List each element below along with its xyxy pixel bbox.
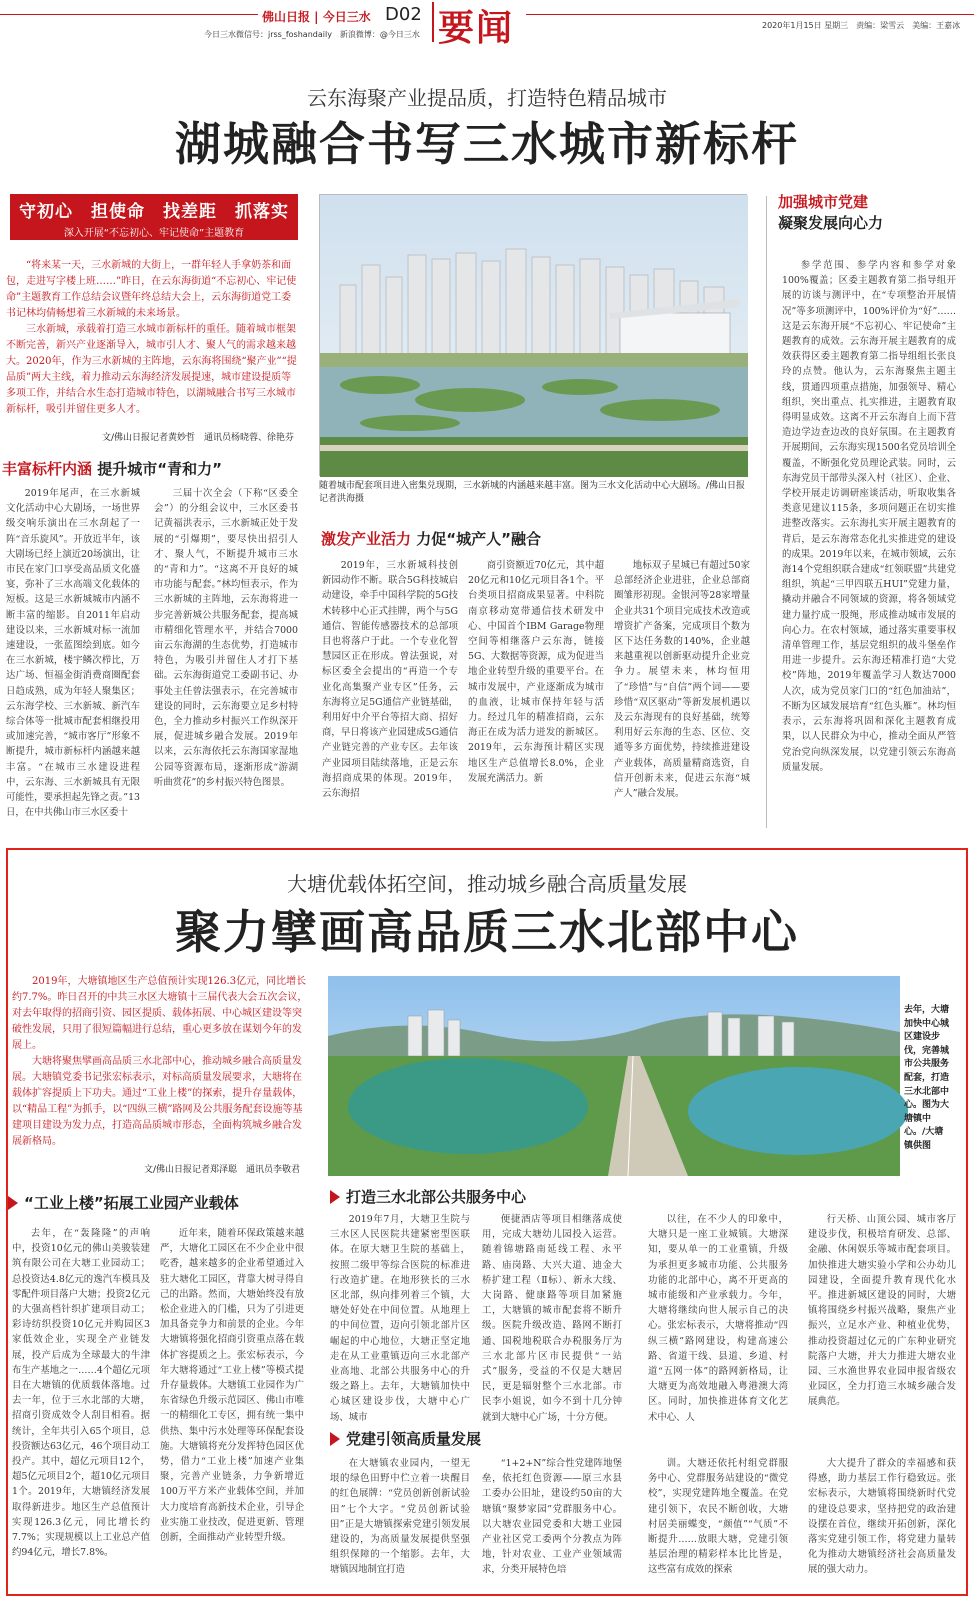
section-title: 要闻 <box>438 8 515 49</box>
newspaper-logo: 佛山日报 | 今日三水 <box>262 10 371 24</box>
body-text: 近年来，随着环保政策越来越严，大塘化工园区在不少企业中很吃香，越来越多的企业希望通过入驻大塘化工园区，背靠大树寻得自己的出路。然而，大塘始终没有放松企业进入的门槛，只为了引进更加具备竞争力和前景的企业。今年大塘镇将强化招商引资重点落在载体扩容提质之上。张宏标表示，今年大塘将通过“工业上楼”等模式提升存量载体。大塘镇工业园作为广东省绿色升级示范园区、佛山市唯一的精细化工专区，拥有统一集中供热、集中污水处理等环保配套设施。大塘镇将充分发挥特色园区优势，借力“工业上楼”加速产业集聚，完善产业链条，力争新增近100万平方米产业载体空间，并加大力度培育高新技术企业，引导企业实施工业技改，促进更新、管理创新，全面推动产业转型升级。 <box>160 1228 304 1544</box>
lead-paragraph: 大塘将聚焦擘画高品质三水北部中心，推动城乡融合高质量发展。大塘镇党委书记张宏标表示，对标高质量发展要求，大塘将在载体扩容提质上下功夫。通过“工业上楼”的探索，提升存量载体，以“精品工程”为抓手，以“四纵三横”路网及公共服务配套设施等基建项目建设为发力点，打造高品质城市形态，全面构筑城乡融合发展新格局。 <box>12 1056 303 1147</box>
heading-text: 提升城市“青和力” <box>97 460 222 478</box>
header-rule-left <box>0 14 258 15</box>
text-column <box>322 558 458 832</box>
body-text: 三届十次全会（下称“区委全会”）的分组会议中，三水区委书记黄福洪表示，三水新城正处于发展的“引爆期”，要尽快出招引人才、聚人气，不断提升城市三水的“青和力”。“这离不开良好的城市功能与配套。”林均恒表示，作为三水新城的主阵地，云东海将进一步完善新城公共服务配套，提高城市精细化管理水平，并结合7000亩云东海湖的生态优势，打造城市特色，为吸引并留住人才打下基础。云东海街道党工委副书记、办事处主任曾法强表示，在完善城市建设的同时，云东海要立足乡村特色，全力推动乡村振兴工作纵深开展，促进城乡融合发展。2019年以来，云东海依托云东海国家湿地公园等资源布局，逐渐形成“游湖听曲赏花”的乡村振兴特色图景。 <box>154 488 298 788</box>
body-text: 地标双子星城已有超过50家总部经济企业进驻，企业总部商圈雏形初现。金银河等28家增量企业共31个项目完成技术改造或增资扩产备案，完成项目个数为区下达任务数的140%，企业越来越重视以创新驱动提升企业竞争力。展望未来，林均恒用了“珍惜”与“自信”两个词——要珍惜“双区驱动”等新发展机遇以及云东海现有的良好基础，统筹利用好云东海的生态、区位、交通等多方面优势，持续推进建设产业载体，高质量精商选资，自信开创新未来，促进云东海“城产人”融合发展。 <box>614 560 750 800</box>
banner-slogan: 守初心 担使命 找差距 抓落实 <box>19 202 289 222</box>
body-text: 参学范围、参学内容和参学对象100%覆盖；区委主题教育第二指导组开展的访谈与测评中，在“专项整治开展情况”等多项测评中，100%评价为“好”……这是云东海开展“不忘初心、牢记使命”主题教育的成效。云东海开展主题教育的成效获得区委主题教育第二指导组组长张良玲的点赞。他认为，云东海聚焦主题主线，贯通四项重点措施，加强领导、精心组织，突出重点、扎实推进，主题教育取得明显成效。这离不开云东海自上而下营造边学边查边改的良好氛围。在主题教育开展期间，云东海实现1500名党员培训全覆盖，不断强化党员理论武装。同时，云东海党员干部带头深入村（社区）、企业、学校开展走访调研座谈活动，听取收集各类意见建议115条，多项问题正在切实推进整改落实。云东海扎实开展主题教育的背后，是云东海常态化扎实推进党的建设的成果。2019年以来，在城市领域，云东海14个党组织联合建成“红领联盟”共建党组织，筑起“三甲四联五HUI”党建力量，撬动并融合不同领域的资源，将各领域党建力量拧成一股绳，形成推动城市发展的向心力。在农村领域，通过落实重要事权清单管理工作，基层党组织的战斗堡垒作用进一步提升。云东海还精准打造“大党校”阵地，2019年覆盖学习人数达7000人次，成为党员家门口的“红色加油站”，不断为区域发展培育“红色头雁”。林均恒表示，云东海将巩固和深化主题教育成果，以人民群众为中心，推动全面从严管党治党向纵深发展，以党建引领云东海高质量发展。 <box>782 260 956 773</box>
heading-text: “工业上楼”拓展工业园产业载体 <box>24 1194 239 1212</box>
article2-subtitle: 大塘优载体拓空间，推动城乡融合高质量发展 <box>287 872 687 896</box>
header-rule-right <box>526 14 974 15</box>
text-column <box>782 258 956 832</box>
body-text: 训。大塘还依托村组党群服务中心、党群服务站建设的“微党校”，实现党建阵地全覆盖。在党建引领下，农民不断创收，大塘村居美丽蝶变，“颜值”“气质”不断提升……放眼大塘，党建引领基层治理的精彩样本比比皆是，这些富有成效的探索 <box>648 1458 788 1576</box>
photo-city-skyline <box>319 194 747 476</box>
body-text: 2019年，三水新城科技创新园动作不断。联合5G科技城启动建设，牵手中国科学院的5G技术转移中心正式挂牌，两个与5G通信、智能传感器技术的总部项目也将落户于此。一个专业化智慧园区正在形成。曾法强说，对标区委全会提出的“再造一个专业化高集聚产业专区”任务，云东海将立足5G通信产业链基础，利用好中介平台等招大商、招好商，早日将该产业园建成5G通信产业链完善的产业专区。去年该产业园项目陆续落地，正是云东海招商成果的体现。2019年，云东海招 <box>322 560 458 800</box>
lead-paragraph: 2019年，大塘镇地区生产总值预计实现126.3亿元，同比增长约7.7%。昨日召开的中共三水区大塘镇十三届代表大会五次会议，对去年取得的招商引资、园区提质、载体拓展、中心城区建设等突破性发展，只用了很短篇幅进行总结，重心更多放在谋划今年的发展上。 <box>12 976 308 1051</box>
heading-text: 力促“城产人”融合 <box>416 530 541 548</box>
column-rule <box>766 196 767 828</box>
photo-caption: 随着城市配套项目进入密集兑现期，三水新城的内涵越来越丰富。图为三水文化活动中心大剧场。/佛山日报记者洪海摄 <box>319 481 746 504</box>
body-text: 去年，在“轰隆隆”的声响中，投资10亿元的佛山美骏装建筑有限公司在大塘工业园动工；总投资达4.8亿元的逸汽车模具及零配件项目落户大塘；投资2亿元的大强高档针织扩建项目动工；彩诗纺织投资10亿元并购园区3家低效企业，实现全产业链发展，投产后成为全球最大的牛津布生产基地之一……4个超亿元项目在大塘镇的优质载体落地。过去一年，位于三水北部的大塘，招商引资成效令人刮目相看。据统计，全年共引入65个项目，总投资额达63亿元，46个项目动工投产。其中，超亿元项目12个，超5亿元项目2个，超10亿元项目1个。2019年，大塘镇经济发展取得新进步。地区生产总值预计实现126.3亿元，同比增长约7.7%；实现规模以上工业总产值约94亿元，增长7.8%。 <box>12 1228 150 1559</box>
heading-text: 党建引领高质量发展 <box>346 1430 482 1448</box>
body-text: “1+2+N”综合性党建阵地堡垒，依托红色资源——原三水县工委办公旧址，建设约50亩的大塘镇“聚梦家园”党群服务中心。以大塘农业园党委和大塘工业园产业社区党工委两个分教点为阵地，针对农业、工业产业领域需求，分类开展特色培 <box>482 1458 622 1576</box>
text-column <box>330 1212 470 1423</box>
body-text: 大大提升了群众的幸福感和获得感，助力基层工作行稳致远。张宏标表示，大塘镇将围绕新时代党的建设总要求，坚持把党的政治建设摆在首位，继续开拓创新，深化落实党建引领工作，将党建力量转化为推动大塘镇经济社会高质量发展的强大动力。 <box>808 1458 956 1576</box>
section-heading <box>8 1192 239 1213</box>
text-column <box>154 486 298 832</box>
banner-subline: 深入开展“不忘初心、牢记使命”主题教育 <box>63 228 245 239</box>
body-text: 便捷酒店等项目相继落成使用，完成大塘幼儿园投入运营。随着锦塘路南延线工程、永平路、庙岗路、大兴大道、迪金大桥扩建工程（Ⅱ标）、新永大线、大岗路、健康路等项目加紧施工，大塘镇的城市配套将不断升级。医院升级改造、路网不断打通、国税地税联合办税服务厅为三水北部片区市民提供“一站式”服务，受益的不仅是大塘居民，更是辐射整个三水北部。市民李小姐说，如今不到十几分钟就到大塘中心广场，十分方便。 <box>482 1214 622 1423</box>
sidebar-heading: 加强城市党建 <box>778 193 869 211</box>
triangle-bullet-icon <box>330 1190 340 1204</box>
skyline-illustration <box>320 195 748 477</box>
header-divider <box>432 2 434 42</box>
body-text: 2019年尾声，在三水新城文化活动中心大剧场，一场世界级交响乐演出在三水刮起了一阵“音乐旋风”。开放近半年，该大剧场已经上演近20场演出，让市民在家门口享受高品质文化盛宴，弥补了三水高端文化载体的短板。这是三水新城城市内涵不断丰富的缩影。自2011年启动建设以来，三水新城对标一流加速建设，一张蓝图绘到底。如今在三水新城，楼宇鳞次栉比，万达广场、恒福金街消费商圈配套日趋成熟，成为年轻人聚集区；云东海学校、三水新城、新汽车综合体等一批城市配套相继投用或加速完善，“城市客厅”形象不断提升，城市新标杆内涵越来越丰富。“在城市三水建设进程中，云东海、三水新城具有无限可能性，要承担起先锋之责。”13日，在中共佛山市三水区委十 <box>6 488 140 819</box>
article2-title: 聚力擘画高品质三水北部中心 <box>175 905 799 959</box>
article2-byline: 文/佛山日报记者郑泽聪 通讯员李敬君 <box>143 1165 300 1175</box>
photo-caption: 去年，大塘加快中心城区建设步伐，完善城市公共服务配套，打造三水北部中心。图为大塘镇中心。/大塘镇供图 <box>904 1005 950 1151</box>
heading-keyword: 丰富标杆内涵 <box>2 460 93 478</box>
sidebar-subheading: 凝聚发展向心力 <box>778 214 884 232</box>
text-column <box>12 1226 150 1590</box>
section-heading <box>321 528 541 549</box>
lead-paragraph: 三水新城，承载着打造三水城市新标杆的重任。随着城市框架不断完善，新兴产业逐渐导入，城市引人才、聚人气的需求越来越大。2020年，作为三水新城的主阵地，云东海将围绕“聚产业”“提品质”两大主线，着力推动云东海经济发展提速，城市建设提质等多项工作，并结合水生态打造城市特色，以湖城融合书写三水城市新标杆，吸引并留住更多人才。 <box>6 324 297 415</box>
text-column <box>482 1456 622 1590</box>
body-text: 商引资额近70亿元，其中超20亿元和10亿元项目各1个。平台类项目招商成果显著。中科院南京移动宽带通信技术研发中心、中国首个IBM Garage物理空间等相继落户云东海，链接5G、大数据等资源，成为促进当地企业转型升级的重要平台。在城市发展中，产业逐渐成为城市的血液，让城市保持年轻与活力。经过几年的精准招商，云东海正在成为活力迸发的新城区。2019年，云东海预计精区实现地区生产总值增长8.0%，企业发展充满活力。新 <box>468 560 604 784</box>
body-text: 在大塘镇农业园内，一望无垠的绿色田野中伫立着一块醒目的红色展牌：“党员创新创新试验田”七个大字。“党员创新试验田”正是大塘镇探索党建引领发展建设的，为高质量发展提供坚强组织保障的一个缩影。去年，大塘镇因地制宜打造 <box>330 1458 470 1576</box>
text-column <box>6 486 140 832</box>
section-heading <box>330 1186 526 1207</box>
lead-paragraph: “将来某一天，三水新城的大街上，一群年轻人手拿奶茶和面包，走进写字楼上班……”昨日，在云东海街道“不忘初心、牢记使命”主题教育工作总结会议暨年终总结大会上，云东海街道党工委书记林均倩畅想着三水新城的未来场景。 <box>6 260 297 319</box>
heading-text: 打造三水北部公共服务中心 <box>346 1188 527 1206</box>
photo-town-center <box>328 976 900 1176</box>
text-column <box>648 1212 788 1423</box>
body-text: 2019年7月，大塘卫生院与三水区人民医院共建紧密型医联体。在原大塘卫生院的基础上，按照二级甲等综合医院的标准进行改造扩建。在地形狭长的三水区北部，纵向排列着三个镇，大塘处好处在中间位置。从地理上的中间位置，迈向引领北部片区崛起的中心地位，大塘正坚定地走在从工业重镇迈向三水北部产业高地、北部公共服务中心的升级之路上。去年，大塘镇加快中心城区建设步伐，大塘中心广场、城市 <box>330 1214 470 1423</box>
triangle-bullet-icon <box>330 1432 340 1446</box>
article1-byline: 文/佛山日报记者黄妙哲 通讯员杨晓蓉、徐艳芬 <box>101 433 294 443</box>
article1-lead <box>6 258 298 426</box>
text-column <box>808 1212 956 1416</box>
text-column <box>330 1456 470 1590</box>
article1-subtitle: 云东海聚产业提品质，打造特色精品城市 <box>307 86 667 110</box>
section-heading <box>2 458 222 479</box>
text-column <box>808 1456 956 1590</box>
triangle-bullet-icon <box>8 1196 18 1210</box>
body-text: 行天桥、山顶公园、城市客厅建设步伐，积极培育研发、总部、金融、休闲娱乐等城市配套项目。加快推进大塘实验小学和公办幼儿园建设，全面提升教育现代化水平。推进新城区建设的同时，大塘镇将围绕乡村振兴战略，聚焦产业振兴，立足水产业、种植业优势，推动投资超过亿元的广东种业研究院落户大塘，并大力推进大塘农业园、三水渔世界农业园申报省级农业园区，全力打造三水城乡融合发展典范。 <box>808 1214 956 1408</box>
page-number: D02 <box>385 4 422 25</box>
body-text: 以往，在不少人的印象中，大塘只是一座工业城镇。大塘深知，要从单一的工业重镇，升级为承担更多城市功能、公共服务功能的北部中心，离不开更高的城市能级和产业承载力。今年，大塘将继续向世人展示自己的决心。张宏标表示，大塘将推动“四纵三横”路网建设，构建高速公路、省道干线、县道、乡道、村道“五网一体”的路网新格局，让大塘更为高效地融入粤港澳大湾区。同时，加快推进体育文化艺术中心、人 <box>648 1214 788 1423</box>
text-column <box>468 558 604 832</box>
heading-keyword: 激发产业活力 <box>321 530 412 548</box>
article2-lead <box>12 974 308 1152</box>
section-heading <box>330 1428 481 1449</box>
social-accounts: 今日三水微信号：jrss_foshandaily 新浪微博：@今日三水 <box>204 30 420 39</box>
town-illustration <box>328 976 900 1176</box>
text-column <box>482 1212 622 1423</box>
date-line: 2020年1月15日 星期三 责编：梁雪云 美编：王嘉冰 <box>762 21 961 30</box>
text-column <box>614 558 750 832</box>
text-column <box>160 1226 304 1590</box>
theme-banner <box>10 194 298 240</box>
article1-title: 湖城融合书写三水城市新标杆 <box>175 117 799 171</box>
text-column <box>648 1456 788 1590</box>
